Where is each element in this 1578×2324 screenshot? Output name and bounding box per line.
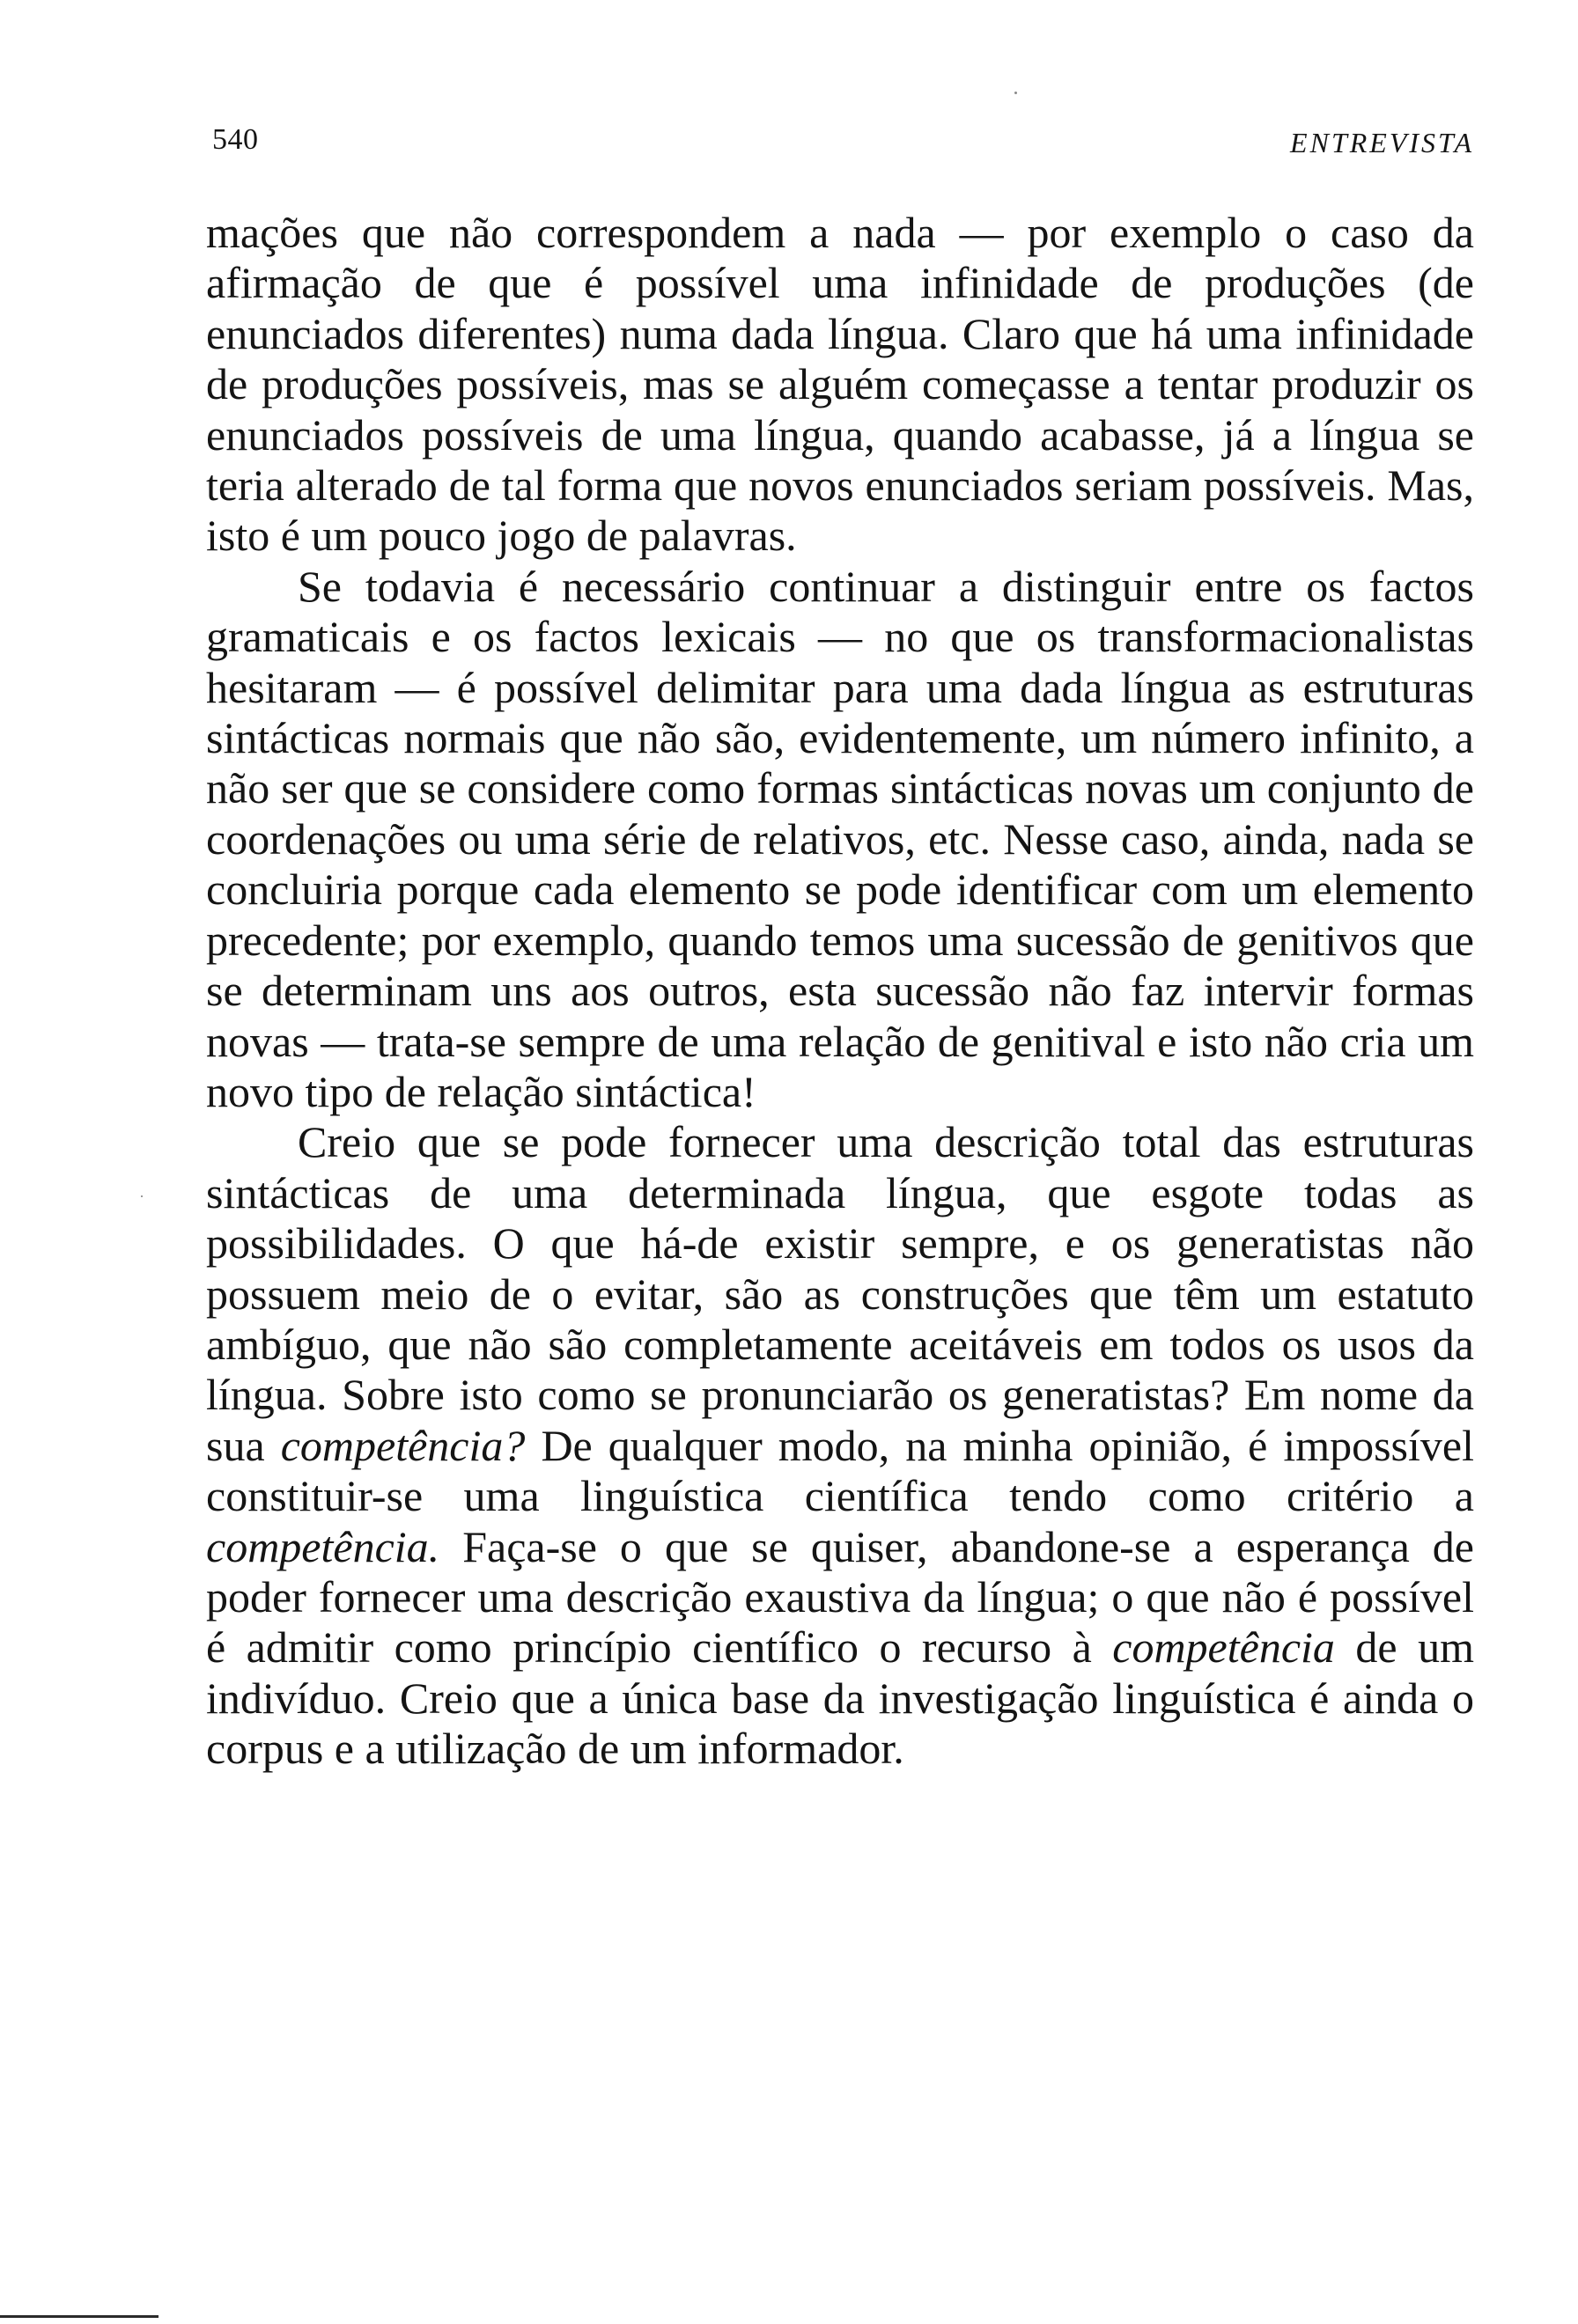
scan-edge-line <box>0 2315 159 2318</box>
paragraph-1 <box>206 208 1474 562</box>
text-body <box>206 208 1474 1775</box>
text-run: Se todavia é necessário continuar a distinguir entre os factos gramaticais e os factos lexicais — no que os transformacionalistas hesitaram — é possível delimitar para uma dada língua as estruturas sintácticas normais que não são, evidentemente, um número infinito, a não ser que se considere como formas sintácticas novas um conjunto de coordenações ou uma série de relativos, etc. Nesse caso, ainda, nada se concluiria porque cada elemento se pode identificar com um elemento precedente; por exemplo, quando temos uma sucessão de genitivos que se determinam uns aos outros, esta sucessão não faz intervir formas novas — trata-se sempre de uma relação de genitival e isto não cria um novo tipo de relação sintáctica! <box>206 561 1474 1116</box>
text-run: De qualquer modo, na minha opinião, é impossível constituir-se uma linguística científica tendo como critério a <box>206 1420 1474 1521</box>
text-run: Creio que se pode fornecer uma descrição total das estruturas sintácticas de uma determinada língua, que esgote todas as possibilidades. O que há-de existir sempre, e os generatistas não possuem meio de o evitar, são as construções que têm um estatuto ambíguo, que não são completamente aceitáveis em todos os usos da língua. Sobre isto como se pronunciarão os generatistas? Em nome da sua <box>206 1117 1474 1470</box>
paragraph-3 <box>206 1117 1474 1774</box>
italic-term: competência. <box>206 1521 440 1571</box>
running-head: ENTREVISTA <box>1290 127 1474 158</box>
text-run: mações que não correspondem a nada — por exemplo o caso da afirmação de que é possível uma infinidade de produções (de enunciados diferentes) numa dada língua. Claro que há uma infinidade de produções possíveis, mas se alguém começasse a tentar produzir os enunciados possíveis de uma língua, quando acabasse, já a língua se teria alterado de tal forma que novos enunciados seriam possíveis. Mas, isto é um pouco jogo de palavras. <box>206 208 1474 561</box>
text-run: de um indivíduo. Creio que a única base da investigação linguística é ainda o corpus e a utilização de um informador. <box>206 1622 1474 1774</box>
scan-speck-top <box>1014 92 1017 94</box>
text-run: Faça-se o que se quiser, abandone-se a esperança de poder fornecer uma descrição exaustiva da língua; o que não é possível é admitir como princípio científico o recurso à <box>206 1521 1474 1673</box>
page-header <box>212 123 1474 167</box>
paragraph-2 <box>206 562 1474 1117</box>
scan-speck-margin <box>141 1195 143 1197</box>
italic-term: competência <box>1112 1622 1335 1673</box>
page-number: 540 <box>212 123 259 156</box>
italic-term: competência? <box>280 1420 526 1470</box>
